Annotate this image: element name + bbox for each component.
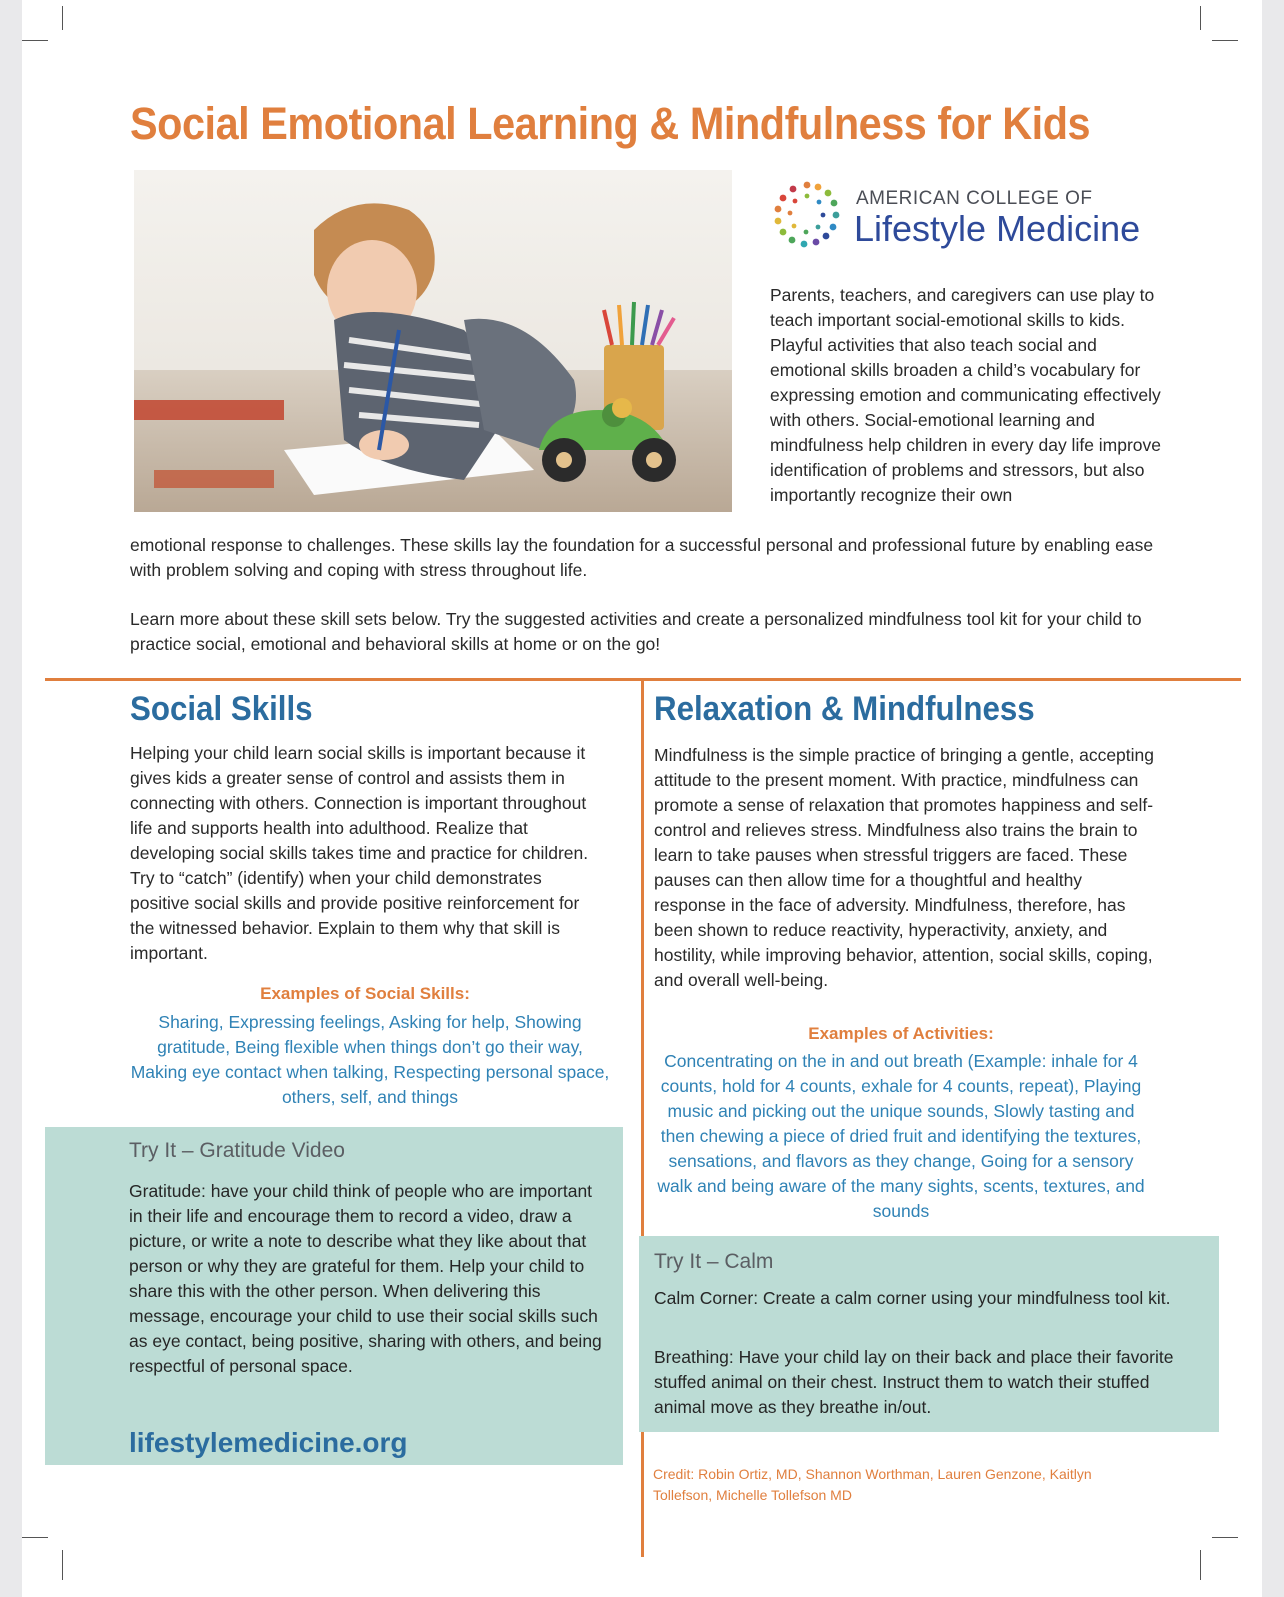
crop-mark <box>1212 40 1238 41</box>
crop-mark <box>1200 6 1201 30</box>
child-drawing-photo <box>134 170 732 512</box>
crop-mark <box>62 1550 63 1580</box>
intro-paragraph: Parents, teachers, and caregivers can use play to teach important social-emotional skills to kids. Playful activities that also teach social and emotional skills broaden a child’s vocabulary for expressing emotion and communicating effectively with others. Social-emotional learning and mindfulness help children in every day life improve identification of problems and stressors, but also importantly recognize their own <box>770 285 1162 505</box>
gratitude-try-it-box <box>45 1127 623 1465</box>
mindfulness-body: Mindfulness is the simple practice of bringing a gentle, accepting attitude to the present moment. With practice, mindfulness can promote a sense of relaxation that promotes happiness and self-control and relieves stress. Mindfulness also trains the brain to learn to take pauses when stressful triggers are faced. These pauses can then allow time for a thoughtful and healthy response in the face of adversity. Mindfulness, therefore, has been shown to reduce reactivity, hyperactivity, anxiety, and hostility, while improving behavior, attention, social skills, coping, and overall well-being. <box>654 745 1154 990</box>
crop-mark <box>1212 1537 1238 1538</box>
logo-name-line: Lifestyle Medicine <box>854 208 1141 249</box>
document-page <box>22 0 1262 1597</box>
logo-org-line: AMERICAN COLLEGE OF <box>856 188 1093 209</box>
gratitude-try-it-text: Gratitude: have your child think of people who are important in their life and encourage them to record a video, draw a picture, or write a note to describe what they like about that person or why they are grateful for them. Help your child to share this with the other person. When delivering this message, encourage your child to use their social skills such as eye contact, being positive, sharing with others, and being respectful of personal space. <box>129 1181 602 1376</box>
crop-mark <box>22 1537 48 1538</box>
crop-mark <box>1200 1550 1201 1580</box>
mindfulness-examples-list: Concentrating on the in and out breath (Example: inhale for 4 counts, hold for 4 counts, exhale for 4 counts, repeat), Playing music and picking out the unique sounds, Slowly tasting and then chewing a piece of dried fruit and identifying the textures, sensations, and flavors as they change, Going for a sensory walk and being aware of the many sights, scents, textures, and sounds <box>657 1051 1145 1221</box>
social-examples-heading: Examples of Social Skills: <box>260 984 470 1003</box>
calm-try-it-box <box>639 1236 1219 1432</box>
logo-dot-ring-icon <box>772 180 842 250</box>
gratitude-try-it-title: Try It – Gratitude Video <box>129 1139 345 1162</box>
intro-paragraph-continued: emotional response to challenges. These skills lay the foundation for a successful personal and professional future by enabling ease with problem solving and coping with stress throughout life. <box>130 535 1154 580</box>
page-title: Social Emotional Learning & Mindfulness for Kids <box>130 98 1091 149</box>
website-link[interactable]: lifestylemedicine.org <box>129 1427 408 1458</box>
social-skills-body: Helping your child learn social skills is important because it gives kids a greater sense of control and assists them in connecting with others. Connection is important throughout life and supports health into adulthood. Realize that developing social skills takes time and practice for children. Try to “catch” (identify) when your child demonstrates positive social skills and provide positive reinforcement for the witnessed behavior. Explain to them why that skill is important. <box>130 743 589 963</box>
crop-mark <box>62 6 63 30</box>
mindfulness-heading: Relaxation & Mindfulness <box>654 690 1035 728</box>
social-examples-list: Sharing, Expressing feelings, Asking for help, Showing gratitude, Being flexible when things don’t go their way, Making eye contact when talking, Respecting personal space, others, self, and things <box>130 1012 610 1107</box>
crop-mark <box>22 40 48 41</box>
calm-corner-text: Calm Corner: Create a calm corner using your mindfulness tool kit. <box>654 1288 1171 1308</box>
breathing-text: Breathing: Have your child lay on their back and place their favorite stuffed animal on their chest. Instruct them to watch their stuffed animal move as they breathe in/out. <box>654 1347 1174 1417</box>
aclm-logo <box>772 180 1172 260</box>
mindfulness-examples-heading: Examples of Activities: <box>808 1024 994 1043</box>
credit-line: Credit: Robin Ortiz, MD, Shannon Worthman, Lauren Genzone, Kaitlyn Tollefson, Michelle Tollefson MD <box>653 1466 1092 1503</box>
social-skills-heading: Social Skills <box>130 690 313 728</box>
learn-more-paragraph: Learn more about these skill sets below. Try the suggested activities and create a personalized mindfulness tool kit for your child to practice social, emotional and behavioral skills at home or on the go! <box>130 609 1142 654</box>
calm-try-it-title: Try It – Calm <box>654 1250 774 1273</box>
